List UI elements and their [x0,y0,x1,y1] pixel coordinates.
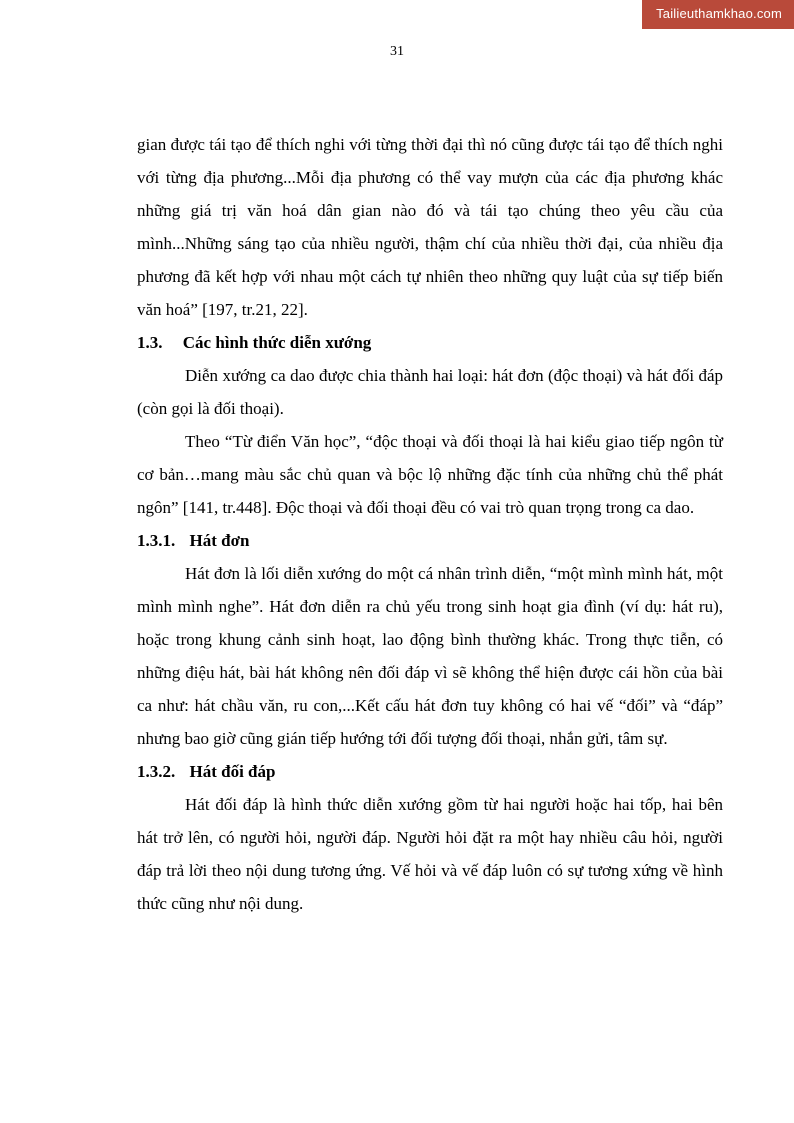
section-number: 1.3. [137,333,163,352]
subsection-heading-1-3-2 [137,755,723,788]
subsection-heading-1-3-1 [137,524,723,557]
section-heading-1-3 [137,326,723,359]
paragraph: Hát đối đáp là hình thức diễn xướng gồm từ hai người hoặc hai tốp, hai bên hát trở lên, có người hỏi, người đáp. Người hỏi đặt ra một hay nhiều câu hỏi, người đáp trả lời theo nội dung tương ứng. Vế hỏi và vế đáp luôn có sự tương xứng về hình thức cũng như nội dung. [137,795,723,913]
subsection-number: 1.3.2. [137,762,176,781]
subsection-title: Hát đối đáp [189,762,276,781]
section-title: Các hình thức diễn xướng [182,333,372,352]
paragraph: Theo “Từ điển Văn học”, “độc thoại và đối thoại là hai kiểu giao tiếp ngôn từ cơ bản…mang màu sắc chủ quan và bộc lộ những đặc tính của những chủ thể phát ngôn” [141, tr.448]. Độc thoại và đối thoại đều có vai trò quan trọng trong ca dao. [137,432,723,517]
subsection-number: 1.3.1. [137,531,176,550]
document-content [137,128,723,920]
watermark-text: Tailieuthamkhao.com [656,6,782,21]
paragraph: Diễn xướng ca dao được chia thành hai loại: hát đơn (độc thoại) và hát đối đáp (còn gọi là đối thoại). [137,366,723,418]
watermark-badge [642,0,794,29]
paragraph-continuation: gian được tái tạo để thích nghi với từng thời đại thì nó cũng được tái tạo để thích nghi với từng địa phương...Mỗi địa phương có thể vay mượn của các địa phương khác những giá trị văn hoá dân gian nào đó và tái tạo chúng theo yêu cầu của mình...Những sáng tạo của nhiều người, thậm chí của nhiều thời đại, của nhiều địa phương đã kết hợp với nhau một cách tự nhiên theo những quy luật của sự tiếp biến văn hoá” [197, tr.21, 22]. [137,135,723,319]
page-number: 31 [390,44,404,59]
subsection-title: Hát đơn [189,531,250,550]
paragraph: Hát đơn là lối diễn xướng do một cá nhân trình diễn, “một mình mình hát, một mình mình nghe”. Hát đơn diễn ra chủ yếu trong sinh hoạt gia đình (ví dụ: hát ru), hoặc trong khung cảnh sinh hoạt, lao động bình thường khác. Trong thực tiễn, có những điệu hát, bài hát không nên đối đáp vì sẽ không thể hiện được cái hồn của bài ca như: hát chầu văn, ru con,...Kết cấu hát đơn tuy không có hai vế “đối” và “đáp” nhưng bao giờ cũng gián tiếp hướng tới đối tượng đối thoại, nhắn gửi, tâm sự. [137,564,723,748]
